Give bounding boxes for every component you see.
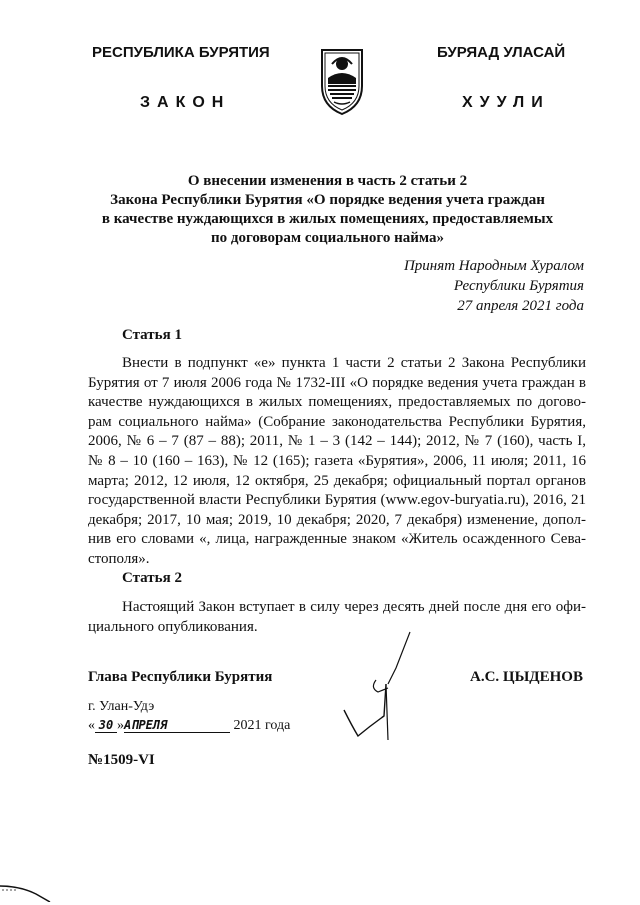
adoption-line: Республики Бурятия	[453, 278, 584, 294]
date-day: 30	[95, 718, 117, 733]
law-title-line: О внесении изменения в часть 2 статьи 2	[187, 173, 468, 189]
paragraph-line: 2006, № 6 – 7 (87 – 88); 2011, № 1 – 3 (142 – 144); 2012, № 7 (160), часть I,	[88, 433, 586, 450]
article-2-heading: Статья 2	[122, 570, 182, 586]
header-republic-bur: БУРЯАД УЛАСАЙ	[437, 44, 566, 61]
paragraph-line: Бурятия от 7 июля 2006 года № 1732-III «О порядке ведения учета граждан в	[88, 374, 586, 391]
paragraph-line: Внести в подпункт «е» пункта 1 части 2 статьи 2 Закона Республики	[122, 355, 586, 371]
paragraph-line: рам социального найма» (Собрание законодательства Республики Бурятия,	[88, 413, 586, 430]
date-year: 2021 года	[233, 718, 291, 733]
paragraph-line: № 8 – 10 (160 – 163), № 12 (165); газета «Бурятия», 2006, 11 июля; 2011, 16	[88, 452, 586, 469]
law-title-line: по договорам социального найма»	[210, 230, 444, 246]
article-1-text	[88, 354, 586, 570]
paragraph-line: государственной власти Республики Бурятия (www.egov-buryatia.ru), 2016, 21	[88, 492, 586, 509]
coat-of-arms-icon	[318, 42, 366, 116]
head-of-republic-name: А.С. ЦЫДЕНОВ	[470, 669, 583, 685]
law-title-line: в качестве нуждающихся в жилых помещениях, предоставляемых	[101, 211, 554, 227]
paragraph-line: декабря; 2017, 10 мая; 2019, 10 декабря; 2020, 7 декабря) изменение, допол-	[88, 511, 586, 528]
law-title-line: Закона Республики Бурятия «О порядке ведения учета граждан	[110, 192, 545, 208]
header-law-ru: ЗАКОН	[140, 94, 231, 111]
paragraph-line: качестве нуждающихся в жилых помещениях, предоставляемых по догово-	[88, 394, 586, 411]
paragraph-line: марта; 2012, 12 июля, 12 октября, 25 декабря; официальный портал органов	[88, 472, 586, 489]
adoption-line: Принят Народным Хуралом	[403, 258, 584, 274]
law-title	[80, 172, 575, 248]
head-of-republic-title: Глава Республики Бурятия	[88, 669, 273, 685]
date-quote-open: «	[88, 718, 95, 733]
signature-icon	[330, 630, 440, 740]
date-month: АПРЕЛЯ	[124, 718, 230, 733]
adoption-note	[404, 256, 584, 316]
paragraph-line: Настоящий Закон вступает в силу через десять дней после дня его офи-	[122, 599, 586, 615]
adoption-line: 27 апреля 2021 года	[457, 298, 584, 314]
date-quote-close: »	[117, 718, 124, 733]
scan-corner-mark-icon	[0, 880, 52, 902]
article-1-heading: Статья 1	[122, 327, 182, 343]
law-number: №1509-VI	[88, 752, 155, 768]
city: г. Улан-Удэ	[88, 699, 155, 714]
header-republic-ru: РЕСПУБЛИКА БУРЯТИЯ	[92, 44, 270, 61]
paragraph-line: циального опубликования.	[88, 618, 258, 635]
paragraph-line: стополя».	[88, 550, 150, 567]
signing-date	[88, 718, 290, 734]
paragraph-line: нив его словами «, лица, награжденные знаком «Житель осажденного Сева-	[88, 531, 586, 548]
header-law-bur: ХУУЛИ	[462, 94, 550, 111]
